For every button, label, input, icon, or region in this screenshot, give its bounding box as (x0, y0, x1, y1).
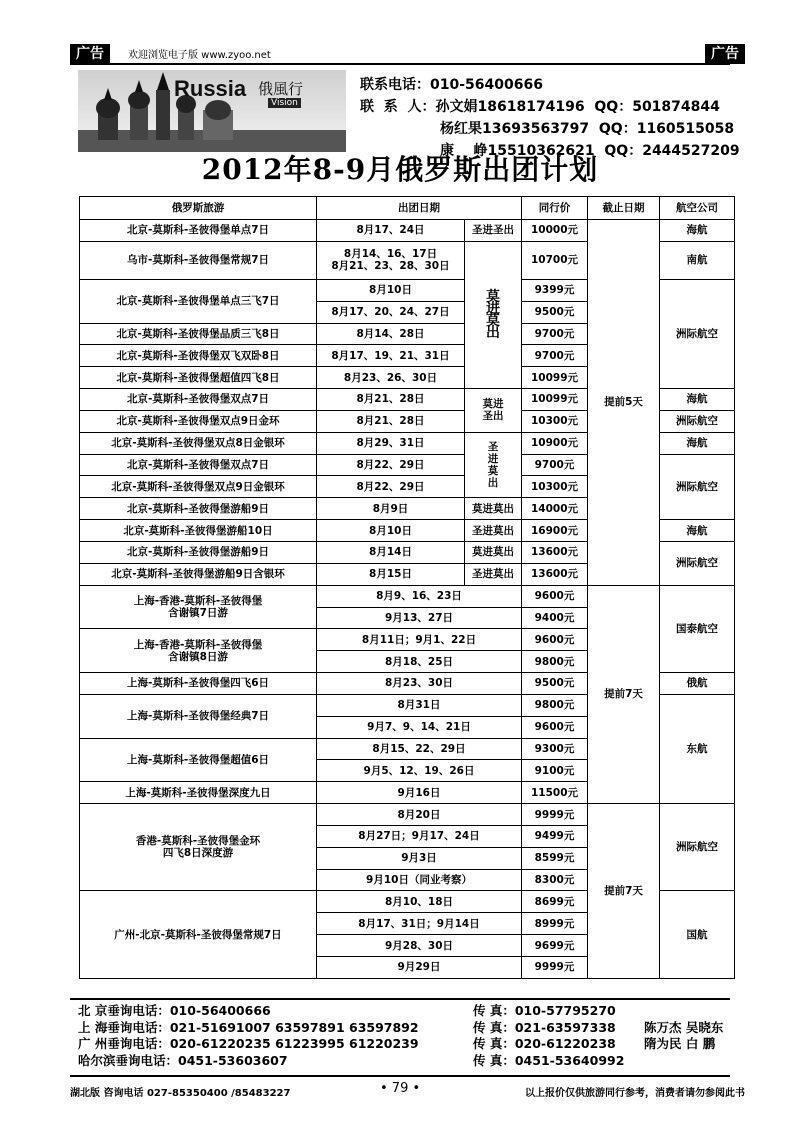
route-cell: 北京-莫斯科-圣彼得堡双点7日 (80, 454, 317, 476)
col-header-date: 出团日期 (317, 197, 522, 220)
date-cell: 8月20日 (317, 804, 522, 826)
welcome-text: 欢迎浏览电子版 www.zyoo.net (128, 50, 271, 61)
price-cell: 9999元 (522, 804, 588, 826)
price-cell: 8699元 (522, 891, 588, 913)
date-cell: 8月10、18日 (317, 891, 522, 913)
route-cell: 北京-莫斯科-圣彼得堡游船9日 (80, 541, 317, 563)
price-cell: 8300元 (522, 869, 588, 891)
price-cell: 10300元 (522, 410, 588, 432)
route-cell: 北京-莫斯科-圣彼得堡品质三飞8日 (80, 323, 317, 345)
office-phone: 北 京垂询电话：010-56400666 (78, 1003, 271, 1018)
route-cell: 乌市-莫斯科-圣彼得堡常规7日 (80, 241, 317, 279)
price-cell: 9600元 (522, 585, 588, 607)
date-cell: 8月14日 (317, 541, 465, 563)
route-cell: 上海-香港-莫斯科-圣彼得堡 含谢镇7日游 (80, 585, 317, 629)
airline-cell: 南航 (660, 241, 735, 279)
col-header-price: 同行价 (522, 197, 588, 220)
date-cell: 9月16日 (317, 782, 522, 804)
airline-cell: 洲际航空 (660, 804, 735, 891)
route-cell: 上海-莫斯科-圣彼得堡四飞6日 (80, 673, 317, 695)
route-cell: 上海-莫斯科-圣彼得堡经典7日 (80, 694, 317, 738)
route-cell: 北京-莫斯科-圣彼得堡双飞双卧8日 (80, 345, 317, 367)
date-cell: 8月18、25日 (317, 651, 522, 673)
date-cell: 9月5、12、19、26日 (317, 760, 522, 782)
date-cell: 9月3日 (317, 847, 522, 869)
date-cell: 8月23、26、30日 (317, 367, 465, 389)
note-cell: 圣进圣出 (465, 220, 522, 242)
price-cell: 10900元 (522, 432, 588, 454)
office-phone: 广 州垂询电话：020-61220235 61223995 61220239 (78, 1036, 419, 1051)
date-cell: 8月22、29日 (317, 476, 465, 498)
russia-logo (78, 70, 346, 152)
price-cell: 10700元 (522, 241, 588, 279)
route-cell: 广州-北京-莫斯科-圣彼得堡常规7日 (80, 891, 317, 978)
price-cell: 9399元 (522, 279, 588, 301)
col-header-route: 俄罗斯旅游 (80, 197, 317, 220)
price-cell: 10300元 (522, 476, 588, 498)
price-cell: 9100元 (522, 760, 588, 782)
office-fax: 传 真：0451-53640992 (473, 1052, 625, 1068)
footer-bottom-rule (70, 1075, 730, 1077)
date-cell: 8月17、24日 (317, 220, 465, 242)
page-title: 2012年8-9月俄罗斯出团计划 (201, 153, 599, 186)
office-fax: 传 真：010-57795270 (473, 1003, 616, 1018)
date-cell: 9月10日（同业考察） (317, 869, 522, 891)
table-row (80, 804, 735, 826)
route-cell: 北京-莫斯科-圣彼得堡单点7日 (80, 220, 317, 242)
deadline-cell: 提前5天 (588, 220, 660, 586)
airline-cell: 国航 (660, 891, 735, 978)
logo-sub: Vision (268, 98, 301, 108)
date-cell: 8月17、20、24、27日 (317, 301, 465, 323)
price-cell: 11500元 (522, 782, 588, 804)
note-cell: 圣 进 莫 出 (465, 432, 522, 498)
date-cell: 9月13、27日 (317, 607, 522, 629)
date-cell: 9月7、9、14、21日 (317, 716, 522, 738)
price-cell: 10000元 (522, 220, 588, 242)
route-cell: 北京-莫斯科-圣彼得堡游船9日含银环 (80, 563, 317, 585)
ad-badge-left: 广告 (70, 44, 110, 64)
airline-cell: 海航 (660, 220, 735, 242)
price-cell: 8999元 (522, 913, 588, 935)
price-cell: 9400元 (522, 607, 588, 629)
price-cell: 9700元 (522, 345, 588, 367)
deadline-cell: 提前7天 (588, 585, 660, 803)
deadline-cell: 提前7天 (588, 804, 660, 979)
table-header-row (80, 197, 735, 220)
route-cell: 北京-莫斯科-圣彼得堡双点8日金银环 (80, 432, 317, 454)
date-cell: 8月23、30日 (317, 673, 522, 695)
date-cell: 8月29、31日 (317, 432, 465, 454)
price-cell: 9800元 (522, 651, 588, 673)
price-cell: 9800元 (522, 694, 588, 716)
logo-brand: Russia (174, 76, 247, 101)
route-cell: 北京-莫斯科-圣彼得堡游船9日 (80, 498, 317, 520)
note-cell: 莫进莫出 (465, 541, 522, 563)
route-cell: 上海-香港-莫斯科-圣彼得堡 含谢镇8日游 (80, 629, 317, 673)
note-cell: 莫进 圣出 (465, 389, 522, 433)
date-cell: 8月9、16、23日 (317, 585, 522, 607)
airline-cell: 国泰航空 (660, 585, 735, 672)
date-cell: 8月10日 (317, 279, 465, 301)
route-cell: 北京-莫斯科-圣彼得堡超值四飞8日 (80, 367, 317, 389)
contact-person-1: 联 系 人：孙文娟18618174196 QQ：501874844 (360, 99, 720, 115)
ad-badge-right: 广告 (705, 44, 745, 64)
tour-schedule-table (79, 196, 735, 979)
office-shanghai (78, 1020, 738, 1037)
route-cell: 北京-莫斯科-圣彼得堡双点9日金银环 (80, 476, 317, 498)
date-cell: 8月21、28日 (317, 410, 465, 432)
edition-info: 湖北版 咨询电话 027-85350400 /85483227 (70, 1088, 291, 1099)
price-cell: 10099元 (522, 367, 588, 389)
note-cell: 圣进莫出 (465, 520, 522, 542)
office-guangzhou (78, 1036, 738, 1053)
price-cell: 9699元 (522, 935, 588, 957)
office-fax: 传 真：020-61220238 (473, 1036, 616, 1051)
date-cell: 8月14、28日 (317, 323, 465, 345)
price-cell: 9300元 (522, 738, 588, 760)
office-people: 陈万杰 吴晓东 (644, 1019, 724, 1035)
route-cell: 北京-莫斯科-圣彼得堡双点9日金环 (80, 410, 317, 432)
airline-cell: 海航 (660, 432, 735, 454)
price-cell: 9700元 (522, 323, 588, 345)
airline-cell: 俄航 (660, 673, 735, 695)
price-cell: 16900元 (522, 520, 588, 542)
price-cell: 9500元 (522, 673, 588, 695)
header-rule (70, 63, 730, 65)
price-cell: 9999元 (522, 957, 588, 979)
contact-phone: 联系电话：010-56400666 (360, 77, 543, 93)
price-cell: 9600元 (522, 716, 588, 738)
route-cell: 上海-莫斯科-圣彼得堡深度九日 (80, 782, 317, 804)
price-cell: 9700元 (522, 454, 588, 476)
price-cell: 10099元 (522, 389, 588, 411)
date-cell: 9月28、30日 (317, 935, 522, 957)
date-cell: 8月11日；9月1、22日 (317, 629, 522, 651)
airline-cell: 洲际航空 (660, 541, 735, 585)
price-cell: 14000元 (522, 498, 588, 520)
contact-person-2: 杨红果13693563797 QQ：1160515058 (440, 121, 735, 137)
office-contacts (78, 1003, 738, 1069)
airline-cell: 东航 (660, 694, 735, 803)
route-cell: 北京-莫斯科-圣彼得堡游船10日 (80, 520, 317, 542)
office-beijing (78, 1003, 738, 1020)
airline-cell: 洲际航空 (660, 410, 735, 432)
office-people: 隋为民 白 鹏 (644, 1036, 716, 1051)
date-cell: 8月9日 (317, 498, 465, 520)
route-cell: 北京-莫斯科-圣彼得堡双点7日 (80, 389, 317, 411)
col-header-airline: 航空公司 (660, 197, 735, 220)
logo-cn: 俄風行 (258, 80, 304, 98)
route-cell: 北京-莫斯科-圣彼得堡单点三飞7日 (80, 279, 317, 323)
date-cell: 9月29日 (317, 957, 522, 979)
route-cell: 上海-莫斯科-圣彼得堡超值6日 (80, 738, 317, 782)
airline-cell: 洲际航空 (660, 279, 735, 388)
airline-cell: 洲际航空 (660, 454, 735, 520)
table-row (80, 220, 735, 242)
date-cell: 8月15、22、29日 (317, 738, 522, 760)
airline-cell: 海航 (660, 520, 735, 542)
office-harbin (78, 1053, 738, 1070)
airline-cell: 海航 (660, 389, 735, 411)
date-cell: 8月22、29日 (317, 454, 465, 476)
price-cell: 9499元 (522, 825, 588, 847)
date-cell: 8月14、16、17日 8月21、23、28、30日 (317, 241, 465, 279)
office-phone: 上 海垂询电话：021-51691007 63597891 63597892 (78, 1019, 419, 1035)
note-cell: 莫 进 莫 出 (465, 241, 522, 388)
date-cell: 8月27日；9月17、24日 (317, 825, 522, 847)
date-cell: 8月10日 (317, 520, 465, 542)
table-row (80, 585, 735, 607)
date-cell: 8月31日 (317, 694, 522, 716)
note-cell: 莫进莫出 (465, 498, 522, 520)
footer-top-rule (70, 998, 730, 1000)
price-cell: 9500元 (522, 301, 588, 323)
page-number: • 79 • (380, 1081, 421, 1096)
office-phone: 哈尔滨垂询电话：0451-53603607 (78, 1052, 288, 1068)
office-fax: 传 真：021-63597338 (473, 1019, 616, 1035)
col-header-deadline: 截止日期 (588, 197, 660, 220)
disclaimer: 以上报价仅供旅游同行参考，消费者请勿参阅此书 (525, 1088, 745, 1099)
price-cell: 13600元 (522, 563, 588, 585)
price-cell: 8599元 (522, 847, 588, 869)
route-cell: 香港-莫斯科-圣彼得堡金环 四飞8日深度游 (80, 804, 317, 891)
price-cell: 9600元 (522, 629, 588, 651)
date-cell: 8月17、19、21、31日 (317, 345, 465, 367)
date-cell: 8月15日 (317, 563, 465, 585)
date-cell: 8月21、28日 (317, 389, 465, 411)
note-cell: 圣进莫出 (465, 563, 522, 585)
contact-person-3: 康 峥15510362621 QQ：2444527209 (440, 143, 740, 159)
date-cell: 8月17、31日；9月14日 (317, 913, 522, 935)
price-cell: 13600元 (522, 541, 588, 563)
